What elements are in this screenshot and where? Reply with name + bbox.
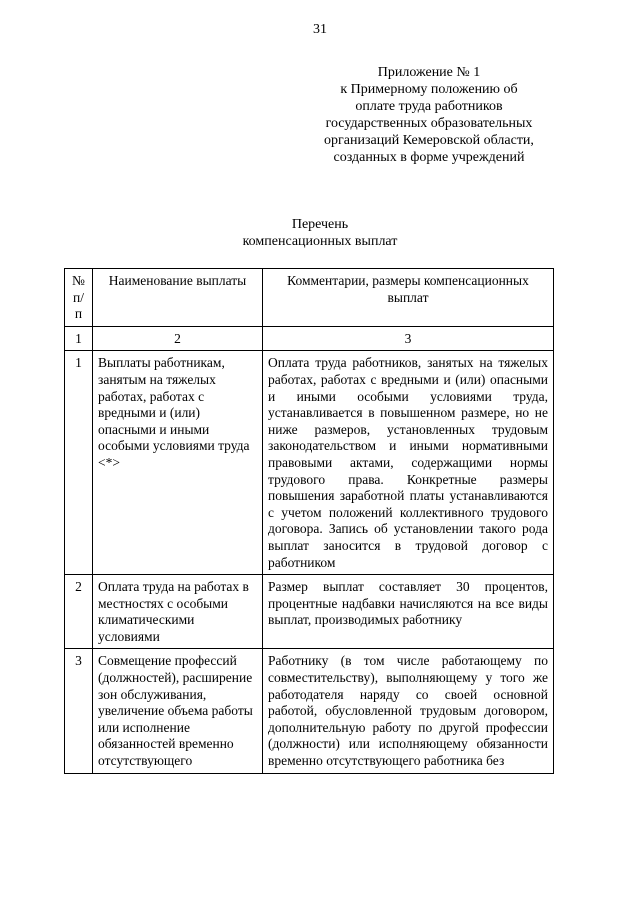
payment-comment: Размер выплат составляет 30 процентов, процентные надбавки начисляются на все виды выплат, производимых работнику xyxy=(263,575,554,649)
column-number-row xyxy=(65,326,554,351)
appendix-header xyxy=(318,64,540,166)
compensation-table xyxy=(64,268,554,774)
row-number: 2 xyxy=(65,575,93,649)
row-number: 1 xyxy=(65,351,93,575)
payment-comment: Работнику (в том числе работающему по совместительству), выполняющему у того же работодателя наряду со своей основной работой, обусловленной трудовым договором, дополнительную работу по другой профессии (должности) или исполняющему обязанности временно отсутствующего работника без xyxy=(263,649,554,773)
appendix-line: созданных в форме учреждений xyxy=(333,150,525,165)
payment-name: Выплаты работникам, занятым на тяжелых работах, работах с вредными и (или) опасными и иными особыми условиями труда <*> xyxy=(93,351,263,575)
appendix-line: к Примерному положению об xyxy=(340,82,518,97)
column-number: 2 xyxy=(93,326,263,351)
title-line: Перечень xyxy=(291,217,349,232)
title-line: компенсационных выплат xyxy=(242,234,398,249)
column-number: 3 xyxy=(263,326,554,351)
payment-comment: Оплата труда работников, занятых на тяжелых работах, работах с вредными и (или) опасными и иными особыми условиями труда, устанавливается в повышенном размере, но не ниже размеров, установленных трудовым законодательством и иными нормативными правовыми актами, содержащими нормы трудового права. Конкретные размеры повышения заработной платы устанавливаются с учетом положений коллективного трудового договора. Запись об установлении такого рода выплат заносится в трудовой договор с работником xyxy=(263,351,554,575)
table-row xyxy=(65,649,554,773)
appendix-line: государственных образовательных xyxy=(325,116,533,131)
table-header-row xyxy=(65,269,554,327)
page-number: 31 xyxy=(313,22,327,37)
appendix-line: организаций Кемеровской области, xyxy=(324,133,534,148)
document-title xyxy=(0,216,640,250)
appendix-line: Приложение № 1 xyxy=(377,65,481,80)
table-row xyxy=(65,575,554,649)
table-row xyxy=(65,351,554,575)
header-number: № п/п xyxy=(65,269,93,327)
payment-name: Совмещение профессий (должностей), расширение зон обслуживания, увеличение объема работы или исполнение обязанностей временно отсутствующего xyxy=(93,649,263,773)
payment-name: Оплата труда на работах в местностях с особыми климатическими условиями xyxy=(93,575,263,649)
header-comment: Комментарии, размеры компенсационных выплат xyxy=(263,269,554,327)
appendix-line: оплате труда работников xyxy=(355,99,503,114)
header-name: Наименование выплаты xyxy=(93,269,263,327)
row-number: 3 xyxy=(65,649,93,773)
column-number: 1 xyxy=(65,326,93,351)
